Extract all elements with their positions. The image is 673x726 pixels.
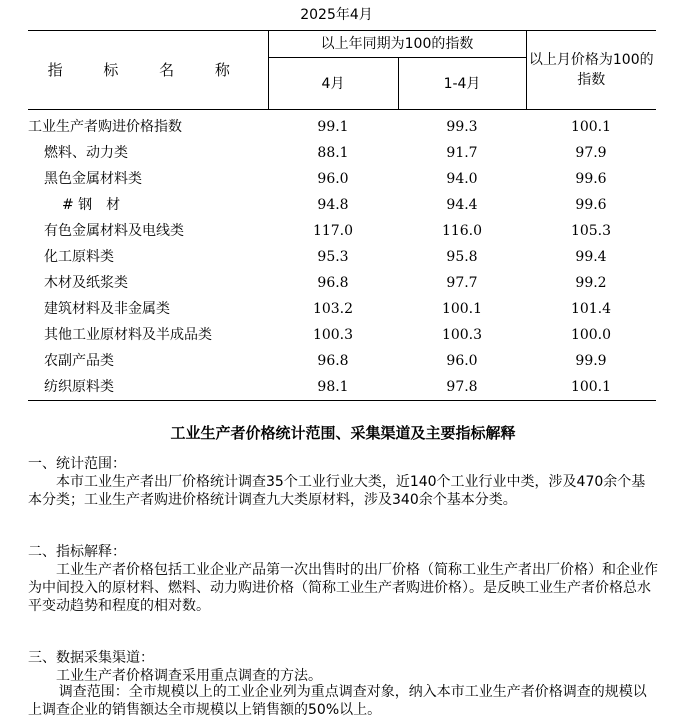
notes-section: [28, 422, 658, 719]
scope-text: 本市工业生产者出厂价格统计调查35个工业行业大类，近140个工业行业中类，涉及470余个基本分类；工业生产者购进价格统计调查九大类原材料，涉及340余个基本分类。: [28, 474, 646, 508]
row-month-value: 100.3: [312, 327, 354, 343]
row-mom-value: 101.4: [570, 301, 612, 317]
row-mom-value: 99.9: [575, 353, 607, 369]
row-name: 其他工业原材料及半成品类: [44, 327, 212, 343]
row-name: 农副产品类: [44, 353, 114, 369]
header-indicator-name: 指 标 名 称: [28, 31, 268, 110]
table-row: [28, 270, 656, 296]
report-date: 2025年4月: [300, 7, 373, 23]
table-row: [28, 374, 656, 401]
row-mom-value: 105.3: [570, 223, 612, 239]
row-mom-value: 100.1: [570, 119, 612, 135]
table-row: [28, 218, 656, 244]
row-month-value: 96.8: [317, 353, 349, 369]
row-mom-value: 100.1: [526, 374, 656, 401]
table-row: [28, 348, 656, 374]
channel-text-method: 工业生产者价格调查采用重点调查的方法。: [56, 668, 322, 684]
table-row: [28, 296, 656, 322]
row-name: 黑色金属材料类: [44, 171, 142, 187]
row-name: 工业生产者购进价格指数: [28, 119, 182, 135]
header-month: 4月: [268, 58, 398, 110]
row-ytd-value: 100.1: [441, 301, 483, 317]
table-row: [28, 110, 656, 141]
row-ytd-value: 97.7: [446, 275, 478, 291]
row-mom-value: 99.6: [575, 171, 607, 187]
row-mom-value: 100.0: [570, 327, 612, 343]
row-mom-value: 99.2: [575, 275, 607, 291]
table-row: [28, 244, 656, 270]
row-ytd-value: 94.0: [446, 171, 478, 187]
table-body: [28, 110, 656, 401]
row-ytd-value: 100.3: [441, 327, 483, 343]
table-row: [28, 166, 656, 192]
row-name: 有色金属材料及电线类: [44, 223, 184, 239]
row-ytd-value: 97.8: [398, 374, 526, 401]
row-month-value: 99.1: [317, 119, 349, 135]
definition-text: 工业生产者价格包括工业企业产品第一次出售时的出厂价格（简称工业生产者出厂价格）和企业作为中间投入的原材料、燃料、动力购进价格（简称工业生产者购进价格）。是反映工业生产者价格总水平变动趋势和程度的相对数。: [28, 562, 658, 614]
row-name: 木材及纸浆类: [44, 275, 128, 291]
header-mom-index: 以上月价格为100的指数: [526, 31, 656, 110]
row-name: 燃料、动力类: [44, 145, 128, 161]
row-name: 化工原料类: [44, 249, 114, 265]
row-mom-value: 97.9: [575, 145, 607, 161]
row-month-value: 103.2: [312, 301, 354, 317]
notes-title: 工业生产者价格统计范围、采集渠道及主要指标解释: [170, 424, 516, 442]
header-ytd: 1-4月: [398, 58, 526, 110]
row-ytd-value: 96.0: [446, 353, 478, 369]
scope-heading: 一、统计范围：: [28, 456, 126, 472]
row-month-value: 94.8: [317, 197, 349, 213]
row-ytd-value: 116.0: [441, 223, 483, 239]
row-month-value: 98.1: [268, 374, 398, 401]
row-mom-value: 99.4: [575, 249, 607, 265]
row-month-value: 95.3: [317, 249, 349, 265]
row-ytd-value: 99.3: [446, 119, 478, 135]
row-month-value: 88.1: [317, 145, 349, 161]
row-ytd-value: 91.7: [446, 145, 478, 161]
table-row: [28, 322, 656, 348]
price-index-table: [28, 30, 656, 401]
row-month-value: 96.8: [317, 275, 349, 291]
row-mom-value: 99.6: [575, 197, 607, 213]
row-month-value: 117.0: [312, 223, 354, 239]
row-name: # 钢 材: [62, 197, 121, 213]
row-month-value: 96.0: [317, 171, 349, 187]
row-ytd-value: 95.8: [446, 249, 478, 265]
row-name: 建筑材料及非金属类: [44, 301, 170, 317]
header-yoy-group: 以上年同期为100的指数: [268, 31, 526, 58]
table-row: [28, 192, 656, 218]
definition-heading: 二、指标解释：: [28, 544, 126, 560]
row-ytd-value: 94.4: [446, 197, 478, 213]
channel-text-range: 调查范围：全市规模以上的工业企业列为重点调查对象，纳入本市工业生产者价格调查的规模以上调查企业的销售额达全市规模以上销售额的50%以上。: [28, 684, 647, 718]
row-name: 纺织原料类: [28, 374, 268, 401]
channel-heading: 三、数据采集渠道：: [28, 650, 154, 666]
table-row: [28, 140, 656, 166]
